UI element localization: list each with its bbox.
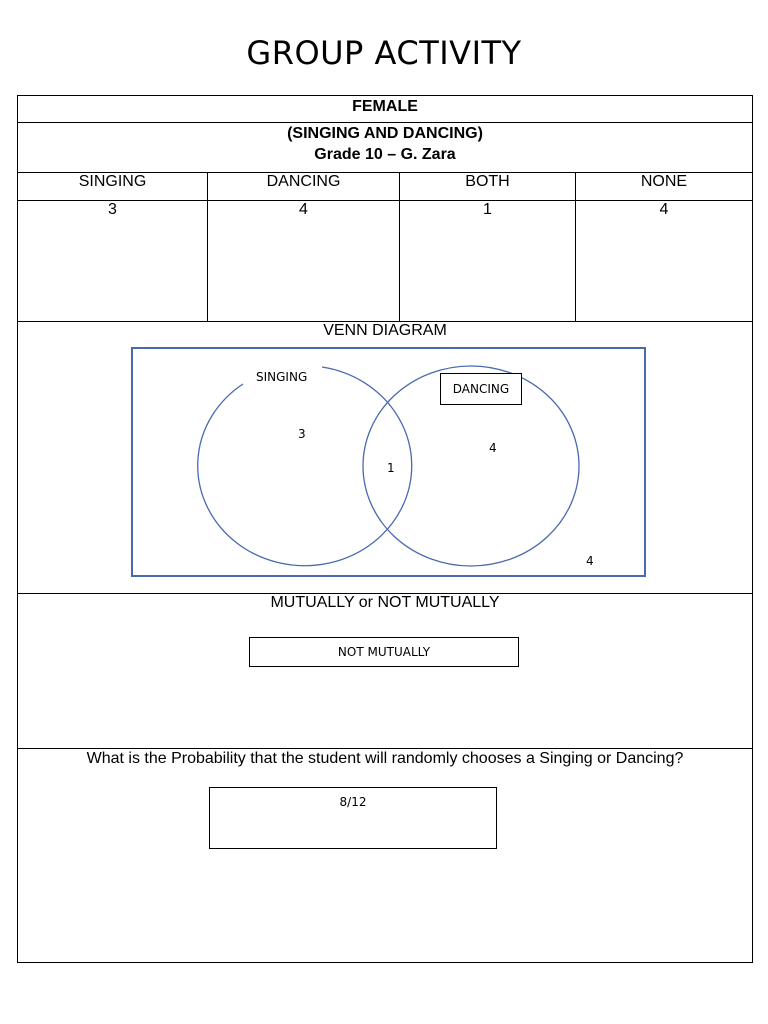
value-both: 1 bbox=[483, 201, 492, 218]
mutual-heading: MUTUALLY or NOT MUTUALLY bbox=[270, 594, 500, 611]
singing-circle bbox=[198, 367, 412, 566]
venn-value-none: 4 bbox=[586, 554, 594, 568]
activity-table bbox=[17, 95, 753, 963]
probability-question: What is the Probability that the student will randomly chooses a Singing or Dancing? bbox=[86, 750, 684, 767]
venn-value-both: 1 bbox=[387, 461, 395, 475]
column-header-both: BOTH bbox=[465, 173, 510, 190]
column-divider bbox=[575, 172, 576, 322]
table-subheader-grade: Grade 10 – G. Zara bbox=[314, 146, 456, 163]
table-subheader-activity: (SINGING AND DANCING) bbox=[287, 125, 483, 142]
column-header-dancing: DANCING bbox=[266, 173, 341, 190]
value-dancing: 4 bbox=[299, 201, 308, 218]
venn-label-dancing: DANCING bbox=[440, 373, 522, 405]
venn-value-dancing-only: 4 bbox=[489, 441, 497, 455]
venn-heading: VENN DIAGRAM bbox=[323, 322, 447, 339]
table-divider bbox=[18, 122, 752, 123]
venn-value-singing-only: 3 bbox=[298, 427, 306, 441]
venn-label-singing: SINGING bbox=[256, 370, 308, 384]
mutual-answer-box: NOT MUTUALLY bbox=[249, 637, 519, 667]
table-header-female: FEMALE bbox=[352, 98, 418, 115]
value-none: 4 bbox=[659, 201, 669, 218]
page-title: GROUP ACTIVITY bbox=[246, 34, 522, 72]
probability-answer-box: 8/12 bbox=[209, 787, 497, 849]
column-divider bbox=[399, 172, 400, 322]
column-header-singing: SINGING bbox=[78, 173, 147, 190]
table-divider bbox=[18, 748, 752, 749]
venn-diagram bbox=[131, 347, 646, 577]
value-singing: 3 bbox=[108, 201, 117, 218]
column-divider bbox=[207, 172, 208, 322]
column-header-none: NONE bbox=[640, 173, 688, 190]
